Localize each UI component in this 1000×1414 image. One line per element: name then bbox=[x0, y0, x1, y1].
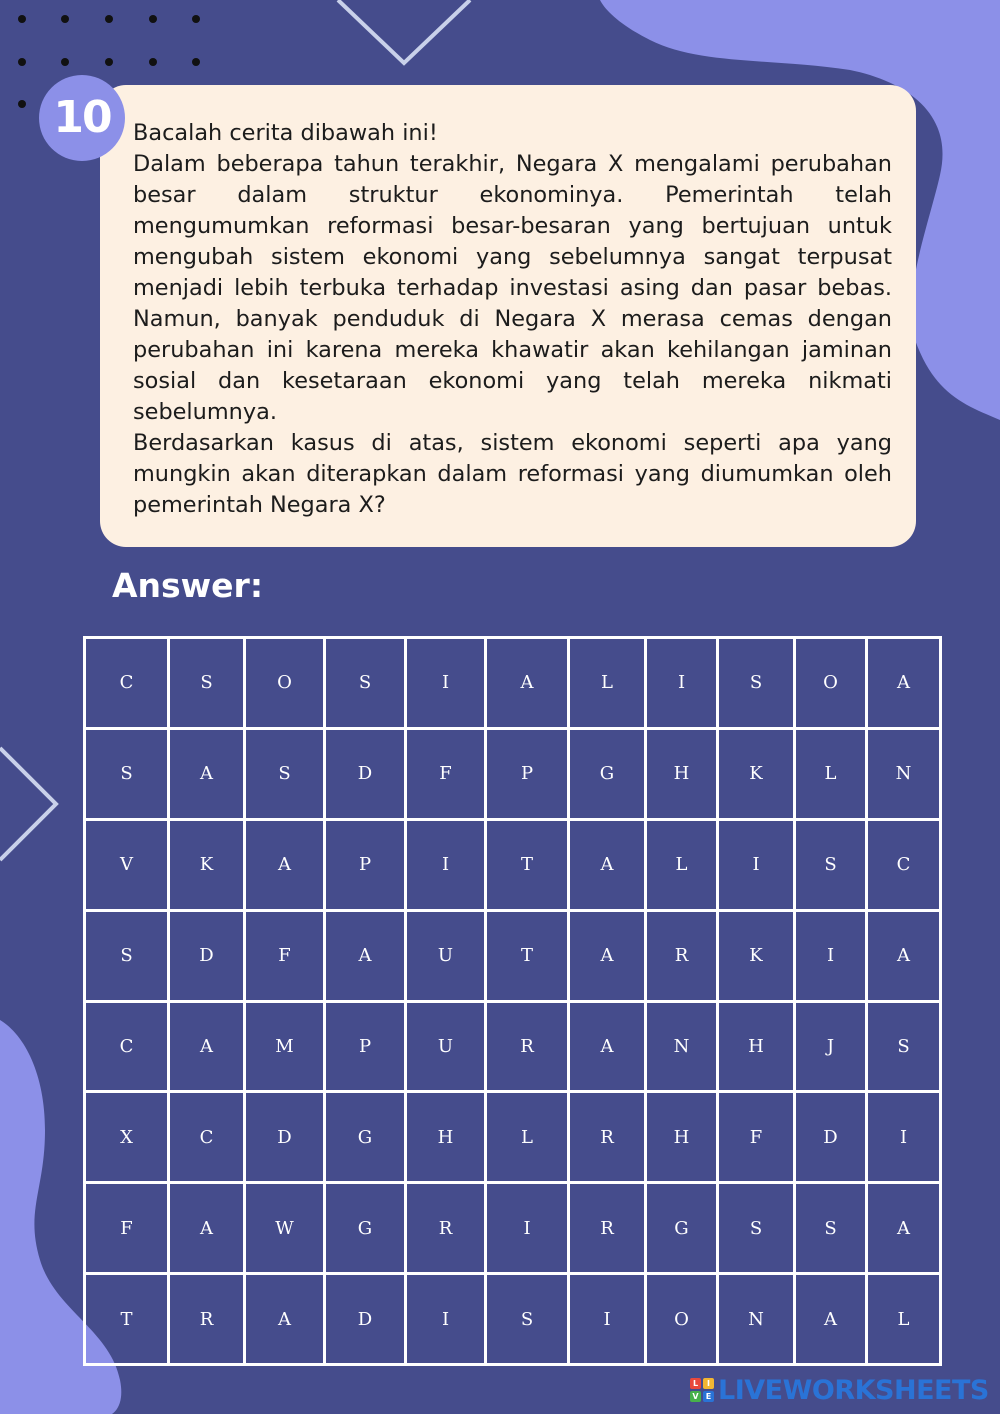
grid-cell[interactable]: S bbox=[85, 910, 169, 1001]
liveworksheets-logo bbox=[690, 1376, 989, 1404]
grid-cell[interactable]: I bbox=[406, 1274, 486, 1365]
grid-row bbox=[85, 819, 941, 910]
grid-cell[interactable]: C bbox=[867, 819, 941, 910]
question-number-badge: 10 bbox=[39, 75, 125, 161]
grid-cell[interactable]: A bbox=[569, 910, 646, 1001]
word-search-grid bbox=[83, 636, 942, 1366]
grid-cell[interactable]: A bbox=[795, 1274, 867, 1365]
top-chevron bbox=[338, 0, 470, 63]
grid-cell[interactable]: R bbox=[569, 1183, 646, 1274]
grid-cell[interactable]: C bbox=[85, 1001, 169, 1092]
grid-cell[interactable]: G bbox=[646, 1183, 718, 1274]
logo-blocks-icon: L I V E bbox=[690, 1378, 714, 1402]
grid-cell[interactable]: I bbox=[569, 1274, 646, 1365]
grid-cell[interactable]: P bbox=[486, 728, 569, 819]
grid-cell[interactable]: T bbox=[486, 819, 569, 910]
answer-label: Answer: bbox=[112, 566, 264, 605]
grid-cell[interactable]: R bbox=[646, 910, 718, 1001]
grid-cell[interactable]: S bbox=[325, 638, 406, 729]
grid-cell[interactable]: A bbox=[569, 1001, 646, 1092]
grid-row bbox=[85, 1274, 941, 1365]
grid-cell[interactable]: A bbox=[325, 910, 406, 1001]
grid-cell[interactable]: D bbox=[169, 910, 245, 1001]
grid-cell[interactable]: O bbox=[646, 1274, 718, 1365]
grid-cell[interactable]: R bbox=[486, 1001, 569, 1092]
grid-row bbox=[85, 1092, 941, 1183]
grid-cell[interactable]: R bbox=[169, 1274, 245, 1365]
grid-cell[interactable]: S bbox=[85, 728, 169, 819]
grid-cell[interactable]: D bbox=[795, 1092, 867, 1183]
grid-row bbox=[85, 1183, 941, 1274]
grid-cell[interactable]: I bbox=[486, 1183, 569, 1274]
grid-cell[interactable]: I bbox=[867, 1092, 941, 1183]
grid-cell[interactable]: A bbox=[569, 819, 646, 910]
grid-row bbox=[85, 910, 941, 1001]
grid-cell[interactable]: A bbox=[169, 1001, 245, 1092]
grid-cell[interactable]: S bbox=[245, 728, 325, 819]
logo-wordmark: LIVEWORKSHEETS bbox=[718, 1374, 989, 1406]
grid-cell[interactable]: X bbox=[85, 1092, 169, 1183]
grid-cell[interactable]: T bbox=[85, 1274, 169, 1365]
grid-cell[interactable]: S bbox=[795, 819, 867, 910]
grid-cell[interactable]: O bbox=[795, 638, 867, 729]
grid-cell[interactable]: P bbox=[325, 819, 406, 910]
grid-cell[interactable]: R bbox=[406, 1183, 486, 1274]
grid-cell[interactable]: S bbox=[795, 1183, 867, 1274]
grid-cell[interactable]: F bbox=[85, 1183, 169, 1274]
grid-cell[interactable]: L bbox=[646, 819, 718, 910]
grid-cell[interactable]: L bbox=[795, 728, 867, 819]
story-body: Dalam beberapa tahun terakhir, Negara X mengalami perubahan besar dalam struktur ekonominya. Pemerintah telah mengumumkan reformasi besar-besaran yang bertujuan untuk mengubah sistem ekonomi yang sebelumnya sangat terpusat menjadi lebih terbuka terhadap investasi asing dan pasar bebas. Namun, banyak penduduk di Negara X merasa cemas dengan perubahan ini karena mereka khawatir akan kehilangan jaminan sosial dan kesetaraan ekonomi yang telah mereka nikmati sebelumnya. bbox=[133, 151, 892, 425]
grid-cell[interactable]: D bbox=[325, 728, 406, 819]
left-chevron bbox=[0, 748, 56, 860]
grid-cell[interactable]: D bbox=[245, 1092, 325, 1183]
grid-cell[interactable]: L bbox=[486, 1092, 569, 1183]
grid-cell[interactable]: L bbox=[569, 638, 646, 729]
grid-cell[interactable]: U bbox=[406, 910, 486, 1001]
grid-cell[interactable]: S bbox=[718, 638, 795, 729]
grid-cell[interactable]: F bbox=[718, 1092, 795, 1183]
grid-row bbox=[85, 728, 941, 819]
grid-cell[interactable]: A bbox=[169, 1183, 245, 1274]
grid-cell[interactable]: H bbox=[718, 1001, 795, 1092]
grid-cell[interactable]: A bbox=[169, 728, 245, 819]
story-intro: Bacalah cerita dibawah ini! bbox=[133, 120, 438, 146]
grid-cell[interactable]: F bbox=[245, 910, 325, 1001]
grid-cell[interactable]: A bbox=[245, 819, 325, 910]
grid-cell[interactable]: K bbox=[718, 728, 795, 819]
grid-cell[interactable]: N bbox=[718, 1274, 795, 1365]
story-card bbox=[100, 85, 916, 547]
grid-cell[interactable]: I bbox=[406, 638, 486, 729]
grid-cell[interactable]: T bbox=[486, 910, 569, 1001]
grid-cell[interactable]: S bbox=[718, 1183, 795, 1274]
grid-cell[interactable]: I bbox=[718, 819, 795, 910]
grid-cell[interactable]: I bbox=[646, 638, 718, 729]
grid-cell[interactable]: N bbox=[646, 1001, 718, 1092]
grid-cell[interactable]: G bbox=[325, 1092, 406, 1183]
grid-cell[interactable]: C bbox=[169, 1092, 245, 1183]
grid-cell[interactable]: H bbox=[646, 1092, 718, 1183]
grid-cell[interactable]: N bbox=[867, 728, 941, 819]
grid-cell[interactable]: I bbox=[795, 910, 867, 1001]
grid-cell[interactable]: H bbox=[406, 1092, 486, 1183]
grid-cell[interactable]: R bbox=[569, 1092, 646, 1183]
grid-cell[interactable]: A bbox=[486, 638, 569, 729]
grid-cell[interactable]: A bbox=[867, 1183, 941, 1274]
grid-cell[interactable]: K bbox=[718, 910, 795, 1001]
grid-cell[interactable]: J bbox=[795, 1001, 867, 1092]
grid-cell[interactable]: M bbox=[245, 1001, 325, 1092]
grid-cell[interactable]: S bbox=[169, 638, 245, 729]
grid-cell[interactable]: G bbox=[569, 728, 646, 819]
grid-cell[interactable]: V bbox=[85, 819, 169, 910]
grid-cell[interactable]: K bbox=[169, 819, 245, 910]
grid-cell[interactable]: O bbox=[245, 638, 325, 729]
grid-row bbox=[85, 638, 941, 729]
grid-cell[interactable]: P bbox=[325, 1001, 406, 1092]
grid-cell[interactable]: H bbox=[646, 728, 718, 819]
grid-cell[interactable]: W bbox=[245, 1183, 325, 1274]
grid-cell[interactable]: S bbox=[867, 1001, 941, 1092]
grid-cell[interactable]: D bbox=[325, 1274, 406, 1365]
grid-cell[interactable]: A bbox=[867, 910, 941, 1001]
grid-cell[interactable]: G bbox=[325, 1183, 406, 1274]
grid-cell[interactable]: U bbox=[406, 1001, 486, 1092]
grid-cell[interactable]: L bbox=[867, 1274, 941, 1365]
story-question: Berdasarkan kasus di atas, sistem ekonomi seperti apa yang mungkin akan diterapkan dalam reformasi yang diumumkan oleh pemerintah Negara X? bbox=[133, 430, 892, 518]
grid-cell[interactable]: A bbox=[245, 1274, 325, 1365]
grid-cell[interactable]: C bbox=[85, 638, 169, 729]
grid-cell[interactable]: A bbox=[867, 638, 941, 729]
grid-cell[interactable]: I bbox=[406, 819, 486, 910]
grid-cell[interactable]: F bbox=[406, 728, 486, 819]
grid-cell[interactable]: S bbox=[486, 1274, 569, 1365]
grid-row bbox=[85, 1001, 941, 1092]
